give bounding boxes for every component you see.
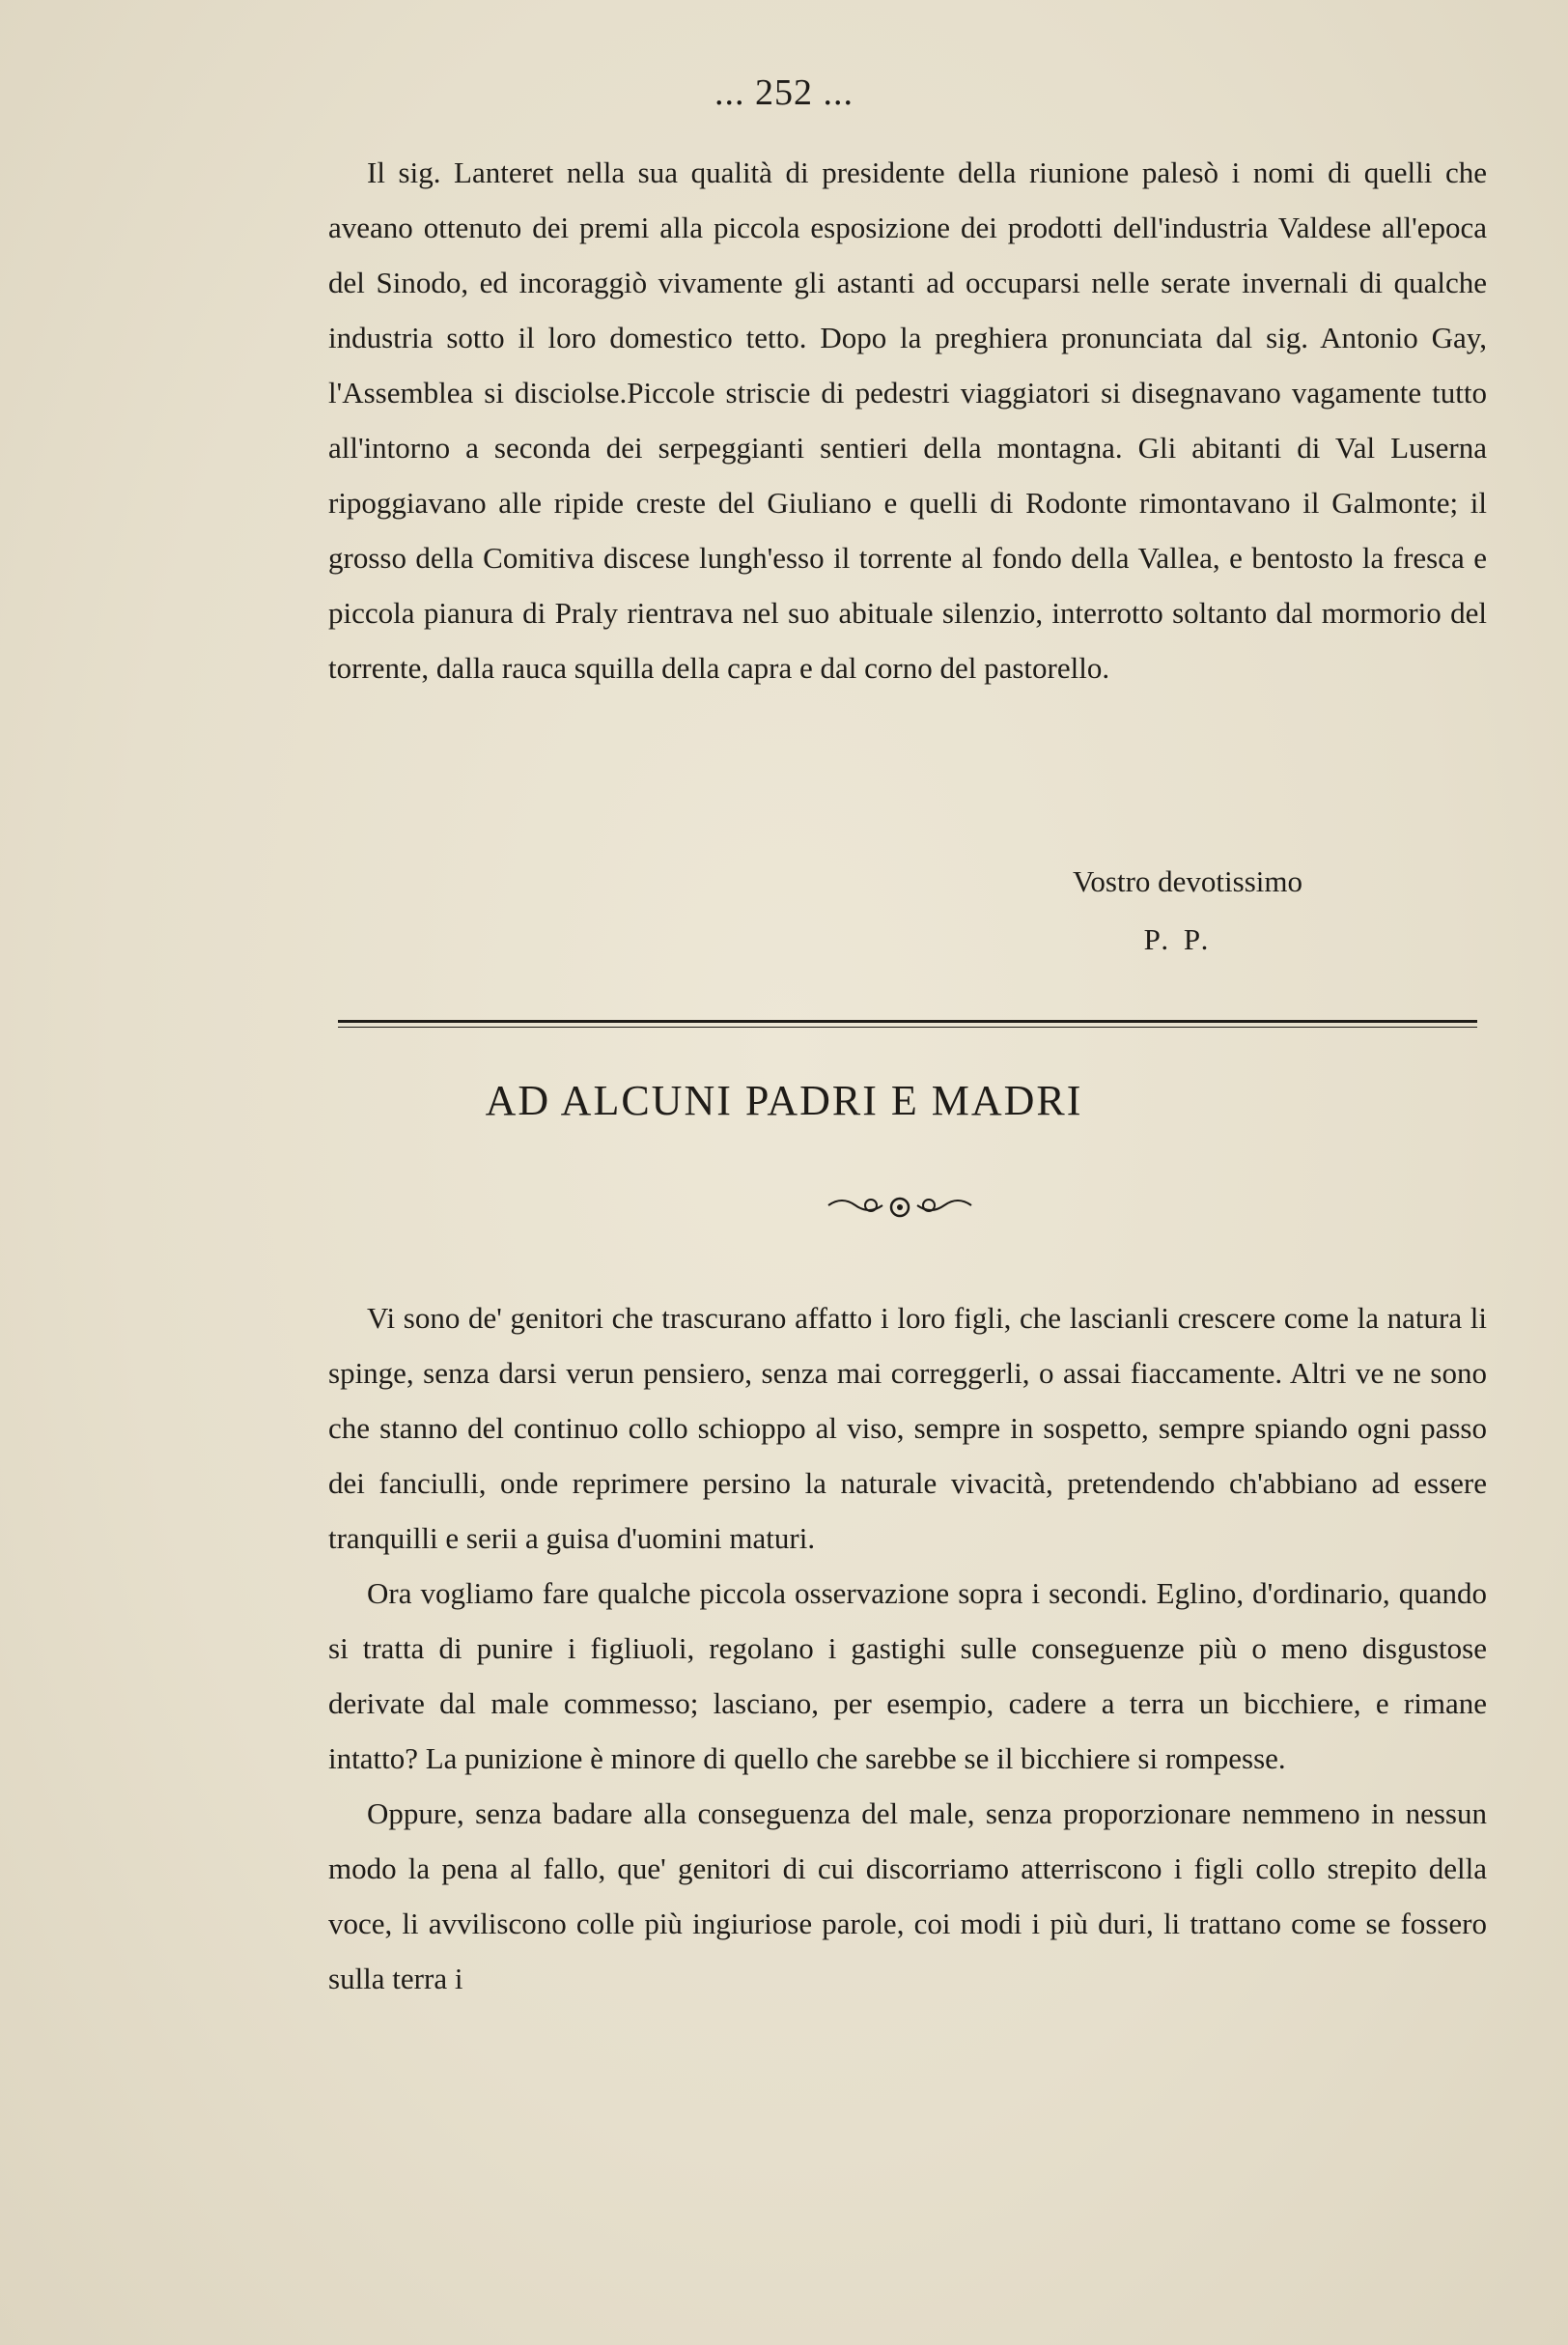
- signature-initials: P. P.: [1143, 922, 1213, 956]
- paragraph: Vi sono de' genitori che trascurano affatto i loro figli, che lascianli crescere come la natura li spinge, senza darsi verun pensiero, senza mai correggerli, o assai fiaccamente. Altri ve ne sono che stanno del continuo collo schioppo al viso, sempre in sospetto, sempre spiando ogni passo dei fanciulli, onde reprimere persino la naturale vivacità, pretendendo ch'abbiano ad essere tranquilli e serii a guisa d'uomini maturi.: [328, 1301, 1487, 1555]
- paragraph: Il sig. Lanteret nella sua qualità di presidente della riunione palesò i nomi di quelli che aveano ottenuto dei premi alla piccola esposizione dei prodotti dell'industria Valdese all'epoca del Sinodo, ed incoraggiò vivamente gli astanti ad occuparsi nelle serate invernali di qualche industria sotto il loro domestico tetto. Dopo la preghiera pronunciata dal sig. Antonio Gay, l'Assemblea si disciolse.Piccole striscie di pedestri viaggiatori si disegnavano vagamente tutto all'intorno a seconda dei serpeggianti sentieri della montagna. Gli abitanti di Val Luserna ripoggiavano alle ripide creste del Giuliano e quelli di Rodonte rimontavano il Galmonte; il grosso della Comitiva discese lungh'esso il torrente al fondo della Vallea, e bentosto la fresca e piccola pianura di Praly rientrava nel suo abituale silenzio, interrotto soltanto dal mormorio del torrente, dalla rauca squilla della capra e dal corno del pastorello.: [328, 155, 1487, 685]
- paragraph: Ora vogliamo fare qualche piccola osservazione sopra i secondi. Eglino, d'ordinario, quando si tratta di punire i figliuoli, regolano i gastighi sulle conseguenze più o meno disgustose derivate dal male commesso; lasciano, per esempio, cadere a terra un bicchiere, e rimane intatto? La punizione è minore di quello che sarebbe se il bicchiere si rompesse.: [328, 1576, 1487, 1775]
- article-body: [328, 1290, 1487, 2006]
- decorative-ornament-icon: [823, 1186, 977, 1225]
- page-number: ... 252 ...: [714, 72, 854, 113]
- paragraph: Oppure, senza badare alla conseguenza del male, senza proporzionare nemmeno in nessun modo la pena al fallo, que' genitori di cui discorriamo atterriscono i figli collo strepito della voce, li avviliscono colle più ingiuriose parole, coi modi i più duri, li trattano come se fossero sulla terra i: [328, 1796, 1487, 1995]
- section-divider: [338, 1020, 1477, 1028]
- closing-salutation: Vostro devotissimo: [1073, 864, 1302, 898]
- letter-conclusion: [328, 145, 1487, 695]
- article-title: AD ALCUNI PADRI E MADRI: [485, 1077, 1083, 1124]
